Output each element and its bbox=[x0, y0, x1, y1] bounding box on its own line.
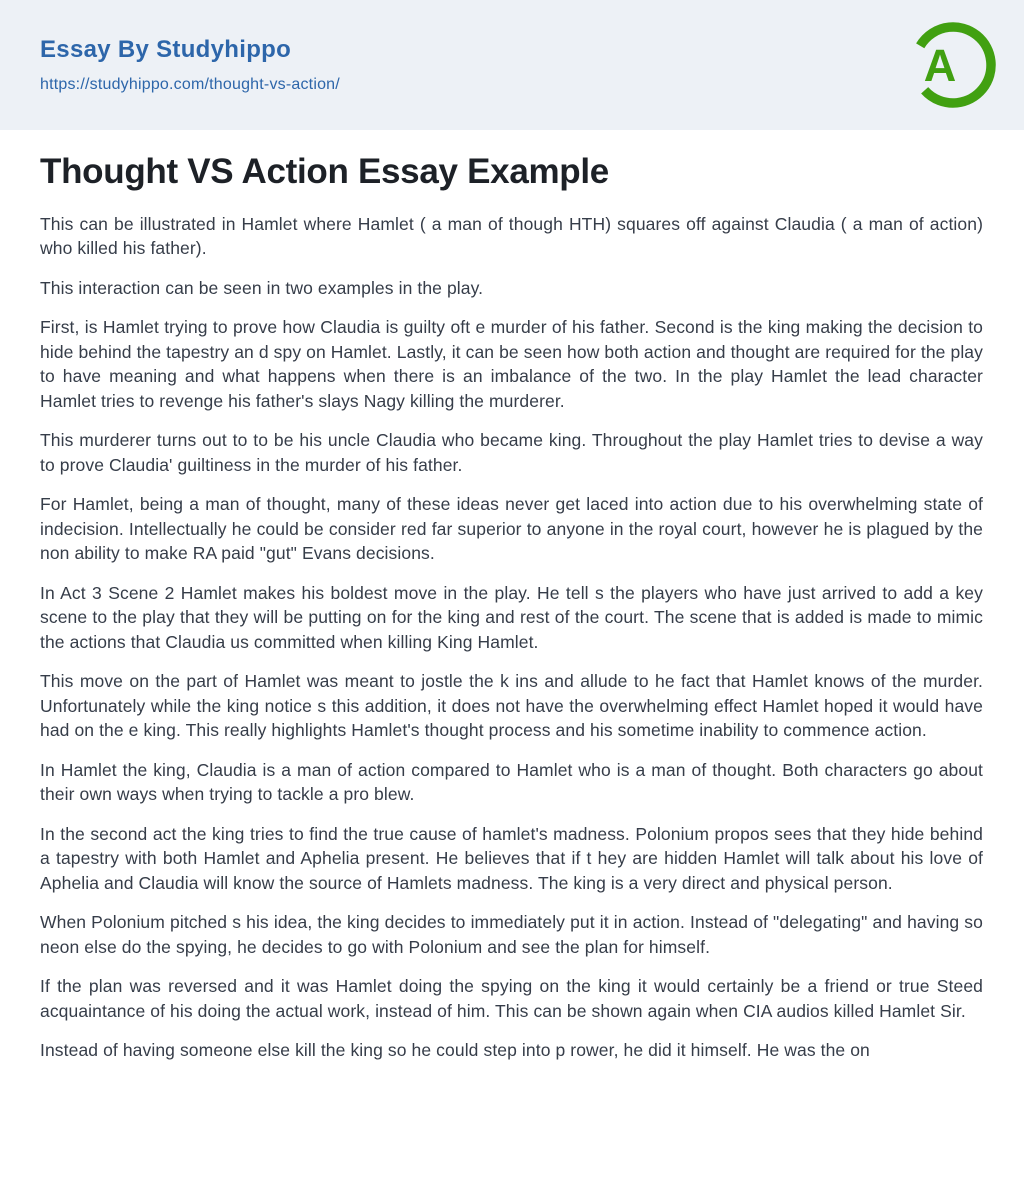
page-header bbox=[0, 0, 1024, 130]
studyhippo-logo bbox=[910, 22, 996, 108]
page-url-link[interactable]: https://studyhippo.com/thought-vs-action/ bbox=[40, 76, 340, 94]
essay-paragraph: In Act 3 Scene 2 Hamlet makes his boldest move in the play. He tell s the players who have just arrived to add a key scene to the play that they will be putting on for the king and rest of the court. The scene that is added is made to mimic the actions that Claudia us committed when killing King Hamlet. bbox=[40, 582, 983, 652]
essay-paragraph: This move on the part of Hamlet was meant to jostle the k ins and allude to he fact that Hamlet knows of the murder. Unfortunately while the king notice s this addition, it does not have the overwhelming effect Hamlet hoped it would have had on the e king. This really highlights Hamlet's thought process and his sometime inability to commence action. bbox=[40, 671, 983, 740]
header-text-block bbox=[40, 36, 340, 95]
essay-paragraph: This can be illustrated in Hamlet where Hamlet ( a man of though HTH) squares off against Claudia ( a man of action) who killed his father). bbox=[40, 213, 983, 258]
essay-paragraph: If the plan was reversed and it was Hamlet doing the spying on the king it would certainly be a friend or true Steed acquaintance of his doing the actual work, instead of him. This can be shown again when CIA audios killed Hamlet Sir. bbox=[40, 976, 983, 1021]
logo-arc-icon bbox=[910, 22, 996, 108]
essay-paragraph: This murderer turns out to to be his uncle Claudia who became king. Throughout the play Hamlet tries to devise a way to prove Claudia' guiltiness in the murder of his father. bbox=[40, 430, 983, 475]
logo-letter: A bbox=[923, 40, 957, 91]
essay-title: Thought VS Action Essay Example bbox=[40, 152, 609, 191]
essay-paragraph: This interaction can be seen in two examples in the play. bbox=[40, 277, 484, 298]
essay-paragraph: First, is Hamlet trying to prove how Claudia is guilty oft e murder of his father. Second is the king making the decision to hide behind the tapestry an d spy on Hamlet. Lastly, it can be seen how both action and thought are required for the play to have meaning and what happens when there is an imbalance of the two. In the play Hamlet the lead character Hamlet tries to revenge his father's slays Nagy killing the murderer. bbox=[40, 317, 983, 411]
essay-paragraph: When Polonium pitched s his idea, the king decides to immediately put it in action. Instead of "delegating" and having so neon else do the spying, he decides to go with Polonium and see the plan for himself. bbox=[40, 912, 983, 957]
essay-content bbox=[0, 153, 1024, 1063]
site-label: Essay By Studyhippo bbox=[40, 35, 292, 63]
essay-paragraph: Instead of having someone else kill the king so he could step into p rower, he did it himself. He was the on bbox=[40, 1040, 870, 1060]
essay-paragraph: In the second act the king tries to find the true cause of hamlet's madness. Polonium propos sees that they hide behind a tapestry with both Hamlet and Aphelia present. He believes that if t hey are hidden Hamlet will talk about his love of Aphelia and Claudia will know the source of Hamlets madness. The king is a very direct and physical person. bbox=[40, 823, 983, 893]
essay-body bbox=[40, 212, 983, 1063]
essay-paragraph: For Hamlet, being a man of thought, many of these ideas never get laced into action due to his overwhelming state of indecision. Intellectually he could be consider red far superior to anyone in the royal court, however he is plagued by the non ability to make RA paid "gut" Evans decisions. bbox=[40, 494, 983, 563]
essay-paragraph: In Hamlet the king, Claudia is a man of action compared to Hamlet who is a man of thought. Both characters go about their own ways when trying to tackle a pro blew. bbox=[40, 759, 983, 804]
